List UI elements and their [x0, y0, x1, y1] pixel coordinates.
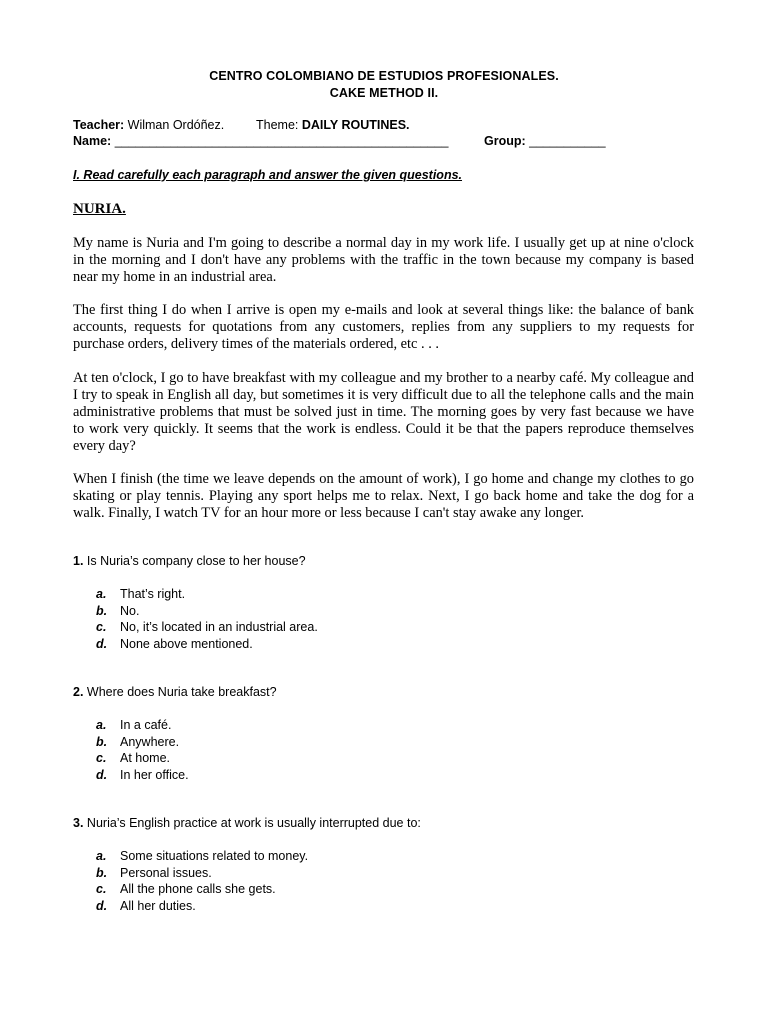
theme-line [256, 118, 410, 132]
option-text: That’s right. [120, 587, 186, 601]
teacher-line [73, 118, 224, 132]
option-letter: d. [96, 636, 108, 651]
instruction: I. Read carefully each paragraph and answer the given questions. [73, 168, 463, 182]
option-text: At home. [120, 751, 171, 765]
option-text: No. [120, 603, 140, 618]
option-letter: a. [96, 587, 107, 601]
question-text: Nuria’s English practice at work is usually interrupted due to: [86, 816, 421, 830]
option-item [96, 717, 189, 734]
option-item [96, 586, 318, 603]
course-title: CAKE METHOD II. [329, 86, 439, 100]
option-letter: a. [96, 849, 107, 863]
question-2-options [96, 717, 189, 783]
question-number: 1. [73, 554, 84, 568]
option-letter: d. [96, 898, 108, 913]
teacher-name: Wilman Ordóñez. [127, 118, 225, 132]
option-item [96, 898, 308, 915]
theme-label: Theme: [256, 118, 299, 132]
option-letter: b. [96, 734, 108, 749]
option-letter: a. [96, 718, 107, 732]
question-2 [73, 685, 277, 699]
group-line [484, 134, 606, 148]
option-item [96, 603, 318, 620]
reading-paragraph-4: When I finish (the time we leave depends on the amount of work), I go home and change my clothes to go skating or play tennis. Playing any sport helps me to relax. Next, I go back home and take the dog for a walk. Finally, I watch TV for an hour more or less because I can't stay awake any longer. [73, 471, 694, 521]
option-item [96, 767, 189, 784]
question-text: Where does Nuria take breakfast? [86, 685, 277, 699]
name-label: Name: [73, 134, 112, 148]
question-3-options [96, 848, 308, 914]
name-blank: ________________________________________________ [114, 134, 449, 148]
option-item [96, 848, 308, 865]
reading-paragraph-3: At ten o'clock, I go to have breakfast with my colleague and my brother to a nearby café. My colleague and I try to speak in English all day, but sometimes it is very difficult due to all the telephone calls and the main administrative problems that must be solved just in time. The morning goes by very fast because we have to work very quickly. It seems that the work is endless. Could it be that the papers reproduce themselves every day? [73, 370, 694, 454]
reading-paragraph-2: The first thing I do when I arrive is open my e-mails and look at several things like: the balance of bank accounts, requests for quotations from any customers, replies from any suppliers to my requests for purchase orders, delivery times of the materials ordered, etc . . . [73, 302, 694, 352]
teacher-label: Teacher: [73, 118, 125, 132]
option-item [96, 750, 189, 767]
option-item [96, 636, 318, 653]
option-text: Some situations related to money. [120, 849, 309, 863]
option-item [96, 619, 318, 636]
question-text: Is Nuria’s company close to her house? [86, 554, 306, 568]
option-text: No, it’s located in an industrial area. [120, 620, 318, 634]
option-letter: d. [96, 767, 108, 782]
reading-title: NURIA. [73, 201, 126, 217]
question-number: 2. [73, 685, 84, 699]
group-blank: ___________ [529, 134, 606, 148]
option-letter: b. [96, 603, 108, 618]
name-line [73, 134, 448, 148]
option-letter: c. [96, 751, 107, 765]
option-text: In her office. [120, 767, 189, 782]
option-text: Personal issues. [120, 865, 212, 880]
question-1 [73, 554, 306, 568]
option-letter: b. [96, 865, 108, 880]
group-label: Group: [484, 134, 526, 148]
option-letter: c. [96, 620, 107, 634]
question-1-options [96, 586, 318, 652]
option-text: Anywhere. [120, 734, 180, 749]
option-text: All her duties. [120, 898, 196, 913]
option-item [96, 734, 189, 751]
option-item [96, 881, 308, 898]
option-letter: c. [96, 882, 107, 896]
theme-value: DAILY ROUTINES. [301, 118, 410, 132]
institution-title: CENTRO COLOMBIANO DE ESTUDIOS PROFESIONALES. [209, 69, 559, 83]
question-number: 3. [73, 816, 84, 830]
option-text: In a café. [120, 718, 172, 732]
option-item [96, 865, 308, 882]
option-text: All the phone calls she gets. [120, 882, 276, 896]
option-text: None above mentioned. [120, 636, 253, 651]
reading-paragraph-1: My name is Nuria and I'm going to describe a normal day in my work life. I usually get up at nine o'clock in the morning and I don't have any problems with the traffic in the town because my company is based near my home in an industrial area. [73, 235, 694, 285]
question-3 [73, 816, 421, 830]
